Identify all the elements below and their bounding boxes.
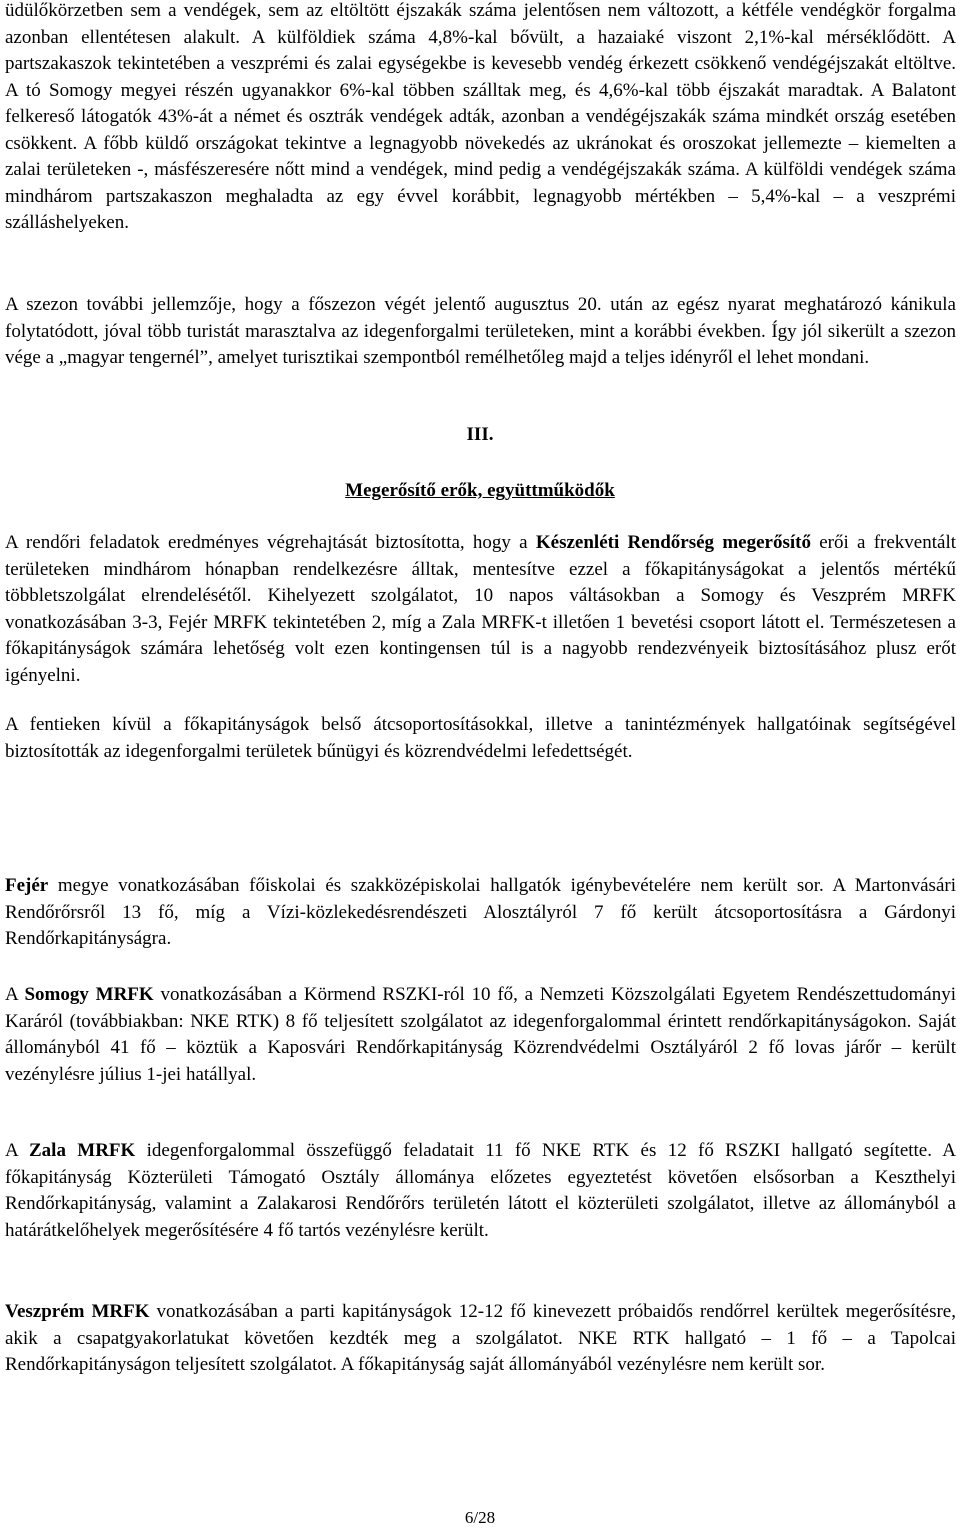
section-number: III. <box>466 424 494 445</box>
paragraph-fejer <box>5 873 956 953</box>
text-span: erői a frekventált területeken mindhárom hónapban rendelkezésre álltak, mentesítve ezzel a főkapitányságokat a jelentős mértékű többletszolgálat elrendelésétől. Kihelyezett szolgálatot, 10 napos váltásokban a Somogy és Veszprém MRFK vonatkozásában 3-3, Fejér MRFK tekintetében 2, míg a Zala MRFK-t illetően 1 bevetési csoport látott el. Természetesen a főkapitányságok számára lehetőség volt ezen kontingensen túl is a nagyobb rendezvényeik biztosításához plusz erőt igényelni. <box>5 532 956 686</box>
bold-term: Készenléti Rendőrség megerősítő <box>535 532 811 553</box>
text-span: A rendőri feladatok eredményes végrehajtását biztosította, hogy a <box>5 532 536 553</box>
paragraph-veszprem <box>5 1299 956 1379</box>
section-title-text: Megerősítő erők, együttműködők <box>345 480 615 501</box>
page-number: 6/28 <box>464 1508 496 1527</box>
paragraph-reinforcement <box>5 530 956 689</box>
section-title <box>0 478 960 504</box>
bold-term: Somogy MRFK <box>24 984 154 1005</box>
bold-term: Fejér <box>5 875 49 896</box>
paragraph-somogy <box>5 982 956 1088</box>
text-span: vonatkozásában a Körmend RSZKI-ról 10 fő, a Nemzeti Közszolgálati Egyetem Rendészettudományi Karáról (továbbiakban: NKE RTK) 8 fő teljesített szolgálatot az idegenforgalommal érintett rendőrkapitányságokon. Saját állományból 41 fő – köztük a Kaposvári Rendőrkapitányság Közrendvédelmi Osztályáról 2 fő lovas járőr – került vezénylésre július 1-jei hatállyal. <box>5 984 956 1085</box>
paragraph-tourism-stats: üdülőkörzetben sem a vendégek, sem az eltöltött éjszakák száma jelentősen nem változott, a kétféle vendégkör forgalma azonban ellentétesen alakult. A külföldiek száma 4,8%-kal bővült, a hazaiaké viszont 2,1%-kal mérséklődött. A partszakaszok tekintetében a veszprémi és zalai egységekbe is kevesebb vendég érkezett csökkenő vendégéjszakát eltöltve. A tó Somogy megyei részén ugyanakkor 6%-kal többen szálltak meg, és 4,6%-kal több éjszakát maradtak. A Balatont felkereső látogatók 43%-át a német és osztrák vendégek adták, azonban a vendégéjszakák száma mindkét ország esetében csökkent. A főbb küldő országokat tekintve a legnagyobb növekedés az ukránokat és oroszokat jellemezte – kiemelten a zalai területeken -, másfészeresére nőtt mind a vendégek, mind pedig a vendégéjszakák száma. A külföldi vendégek száma mindhárom partszakaszon meghaladta az egy évvel korábbit, legnagyobb mértékben – 5,4%-kal – a veszprémi szálláshelyeken. <box>5 0 956 233</box>
paragraph-zala <box>5 1138 956 1244</box>
bold-term: Zala MRFK <box>29 1140 136 1161</box>
text-span: A <box>5 1140 29 1161</box>
text-span: vonatkozásában a parti kapitányságok 12-12 fő kinevezett próbaidős rendőrrel kerültek megerősítésre, akik a csapatgyakorlatukat követően kezdték meg a szolgálatot. NKE RTK hallgató – 1 fő – a Tapolcai Rendőrkapitányságon teljesített szolgálatot. A főkapitányság saját állományából vezénylésre nem került sor. <box>5 1301 956 1375</box>
paragraph-season-summary: A szezon további jellemzője, hogy a főszezon végét jelentő augusztus 20. után az egész nyarat meghatározó kánikula folytatódott, jóval több turistát marasztalva az idegenforgalmi területeken, mint a korábbi években. Így jól sikerült a szezon vége a „magyar tengernél”, amelyet turisztikai szempontból remélhetőleg majd a teljes idényről el lehet mondani. <box>5 294 956 368</box>
paragraph-regrouping: A fentieken kívül a főkapitányságok belső átcsoportosításokkal, illetve a tanintézmények hallgatóinak segítségével biztosították az idegenforgalmi területek bűnügyi és közrendvédelmi lefedettségét. <box>5 714 956 762</box>
text-span: idegenforgalommal összefüggő feladatait 11 fő NKE RTK és 12 fő RSZKI hallgató segítette. A főkapitányság Közterületi Támogató Osztály állománya előzetes egyeztetést követően elsősorban a Keszthelyi Rendőrkapitányság, valamint a Zalakarosi Rendőrőrs területén látott el közterületi szolgálatot, illetve az állományból a határátkelőhelyek megerősítésére 4 fő tartós vezénylésre került. <box>5 1140 956 1241</box>
text-span: megye vonatkozásában főiskolai és szakközépiskolai hallgatók igénybevételére nem került sor. A Martonvásári Rendőrőrsről 13 fő, míg a Vízi-közlekedésrendészeti Alosztályról 7 fő került átcsoportosításra a Gárdonyi Rendőrkapitányságra. <box>5 875 956 949</box>
bold-term: Veszprém MRFK <box>5 1301 150 1322</box>
text-span: A <box>5 984 25 1005</box>
